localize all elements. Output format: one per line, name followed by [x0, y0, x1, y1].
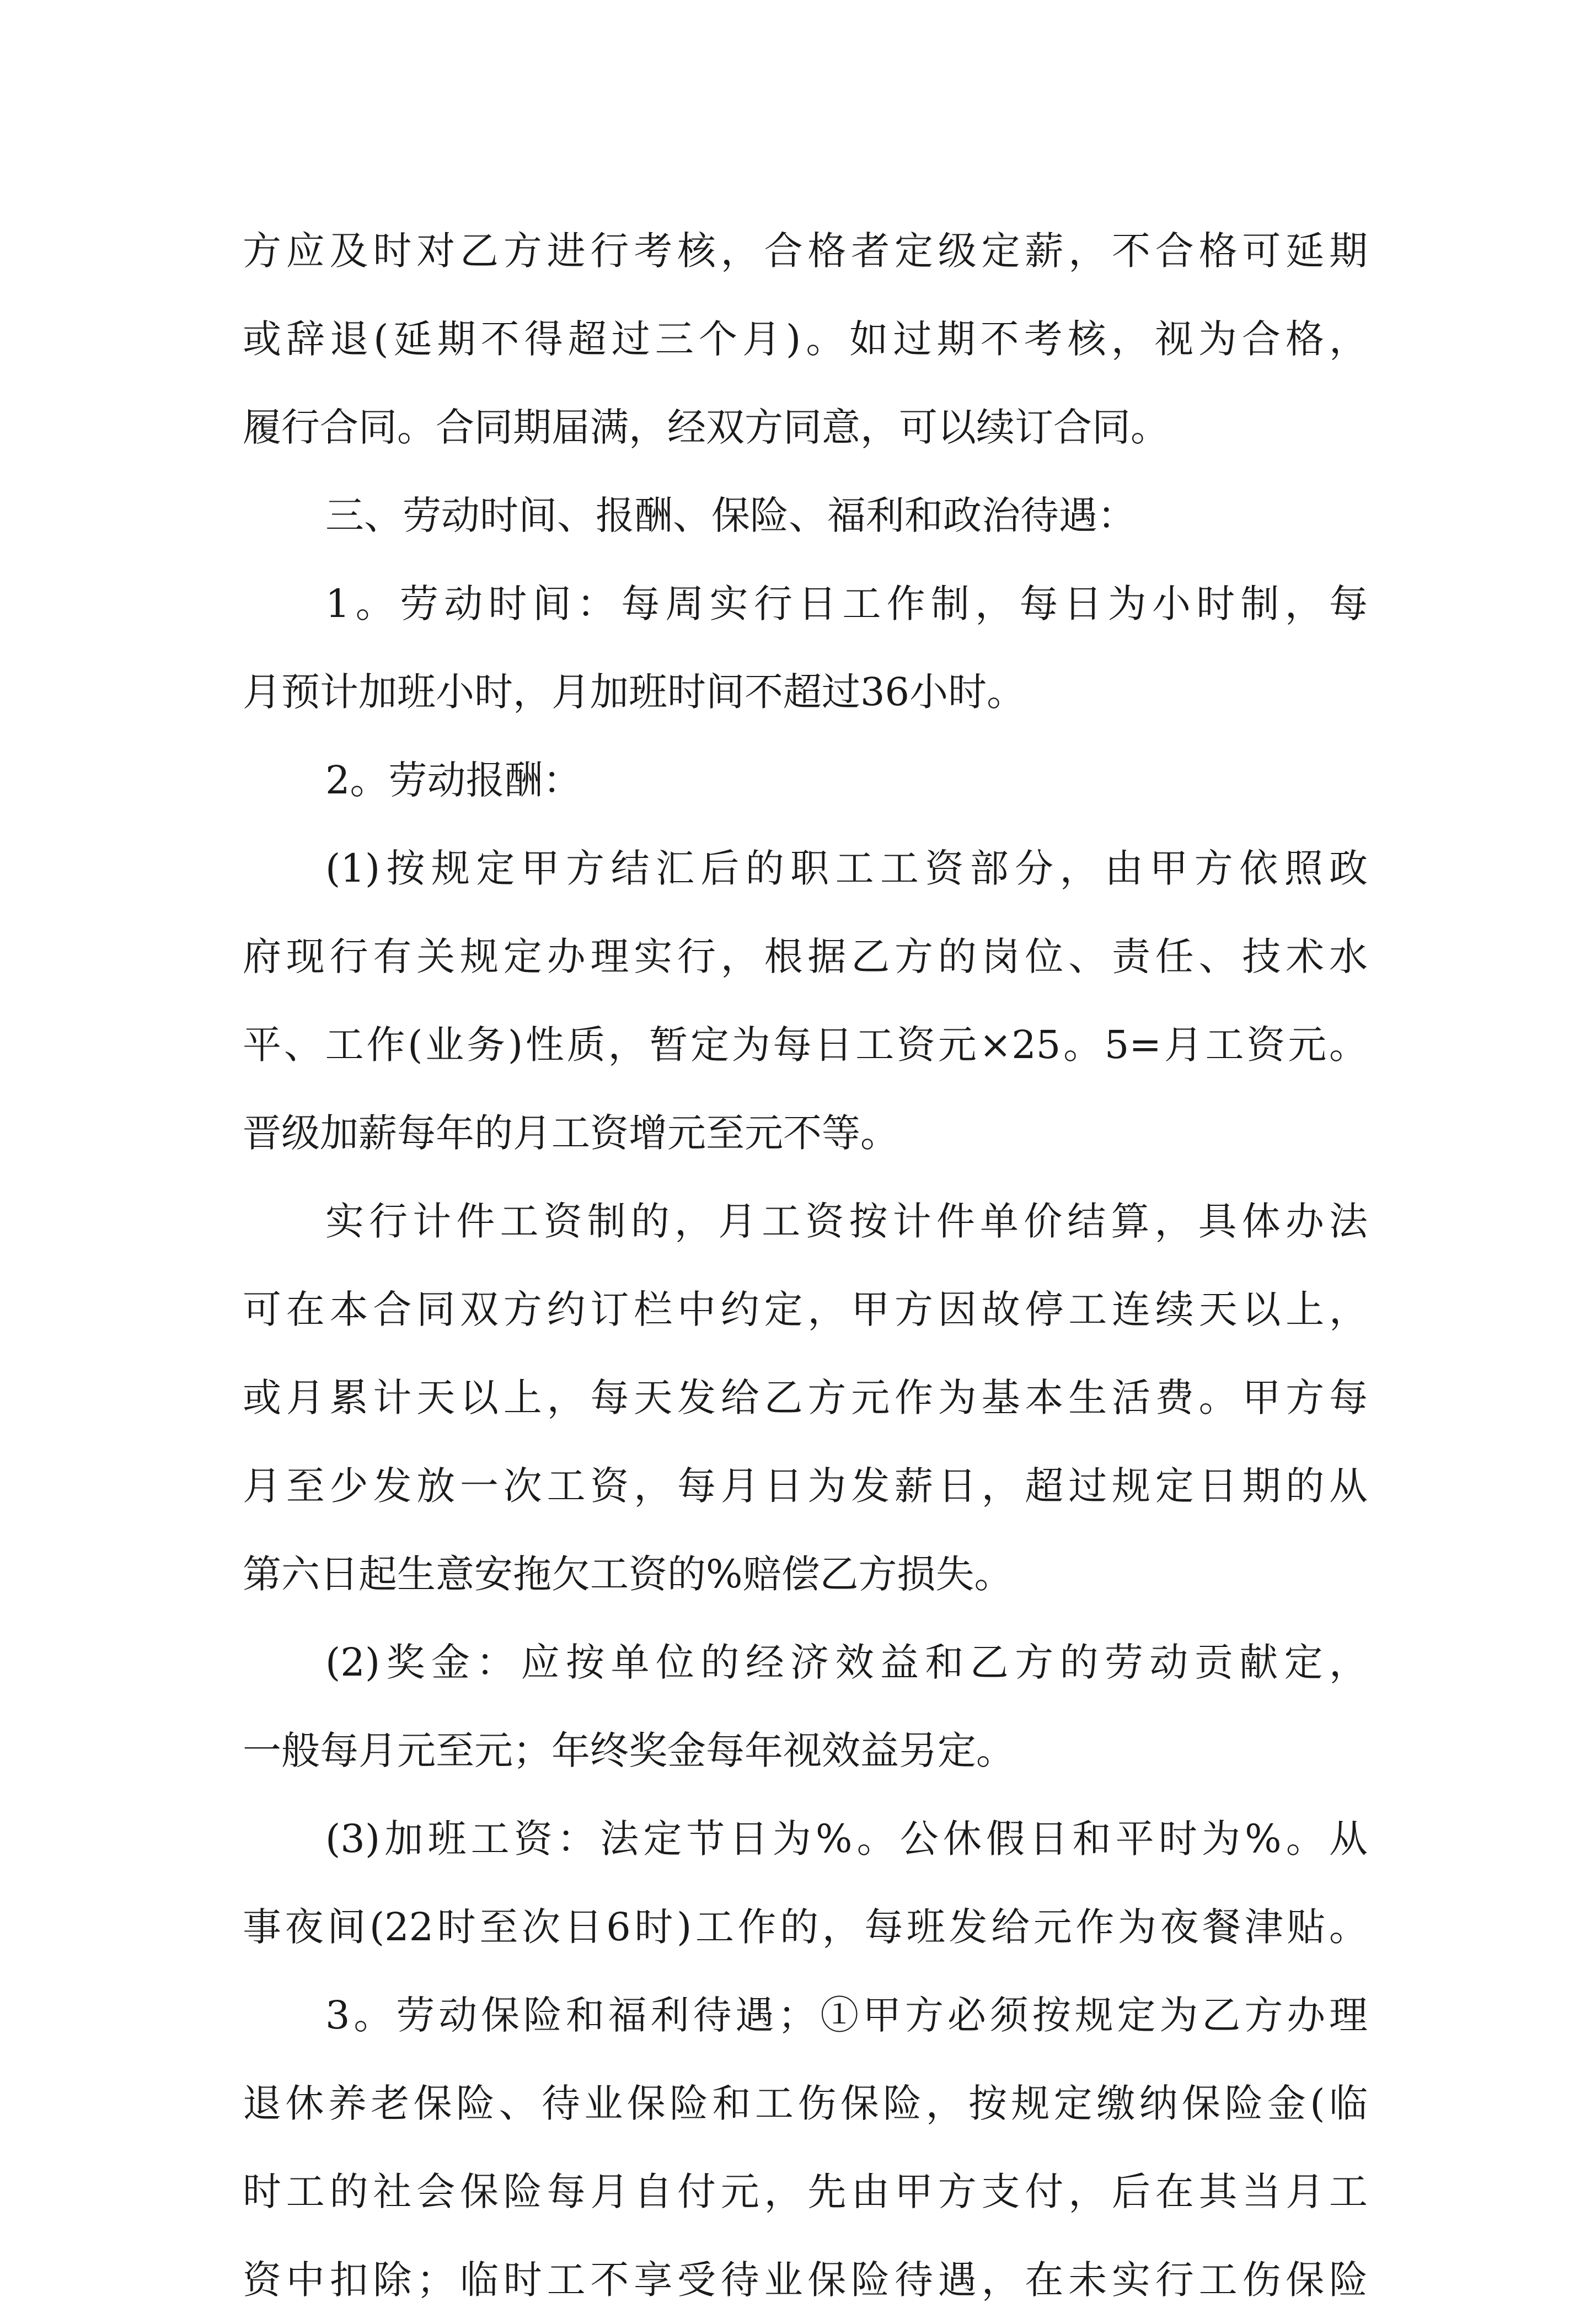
text-line: (2)奖金：应按单位的经济效益和乙方的劳动贡献定，	[325, 1640, 1368, 1685]
text-line: 方应及时对乙方进行考核，合格者定级定薪，不合格可延期	[243, 228, 1368, 273]
text-line: (1)按规定甲方结汇后的职工工资部分，由甲方依照政	[325, 846, 1368, 891]
text-line: 1。劳动时间：每周实行日工作制，每日为小时制，每	[325, 581, 1368, 626]
text-line: 退休养老保险、待业保险和工伤保险，按规定缴纳保险金(临	[243, 2081, 1368, 2126]
text-line: 一般每月元至元；年终奖金每年视效益另定。	[243, 1728, 1015, 1773]
document-body	[243, 207, 1368, 2324]
text-line: 府现行有关规定办理实行，根据乙方的岗位、责任、技术水	[243, 934, 1368, 979]
text-line: 事夜间(22时至次日6时)工作的，每班发给元作为夜餐津贴。	[243, 1904, 1368, 1950]
text-line: 资中扣除；临时工不享受待业保险待遇，在未实行工伤保险	[243, 2257, 1368, 2302]
text-line: 可在本合同双方约订栏中约定，甲方因故停工连续天以上，	[243, 1287, 1368, 1332]
text-line: 月至少发放一次工资，每月日为发薪日，超过规定日期的从	[243, 1463, 1368, 1509]
text-line: 实行计件工资制的，月工资按计件单价结算，具体办法	[325, 1199, 1368, 1244]
text-line: 3。劳动保险和福利待遇；①甲方必须按规定为乙方办理	[325, 1993, 1368, 2038]
text-line: (3)加班工资：法定节日为%。公休假日和平时为%。从	[325, 1816, 1368, 1861]
section-heading: 三、劳动时间、报酬、保险、福利和政治待遇：	[325, 493, 1136, 538]
text-line: 平、工作(业务)性质，暂定为每日工资元×25。5=月工资元。	[243, 1022, 1368, 1067]
subsection-heading: 2。劳动报酬：	[325, 758, 582, 803]
text-line: 时工的社会保险每月自付元，先由甲方支付，后在其当月工	[243, 2169, 1368, 2214]
text-line: 履行合同。合同期届满，经双方同意，可以续订合同。	[243, 405, 1169, 450]
text-line: 晋级加薪每年的月工资增元至元不等。	[243, 1110, 899, 1156]
text-line: 或辞退(延期不得超过三个月)。如过期不考核，视为合格，	[243, 316, 1368, 362]
text-line: 月预计加班小时，月加班时间不超过36小时。	[243, 669, 1026, 715]
text-line: 第六日起生意安拖欠工资的%赔偿乙方损失。	[243, 1552, 1013, 1597]
text-line: 或月累计天以上，每天发给乙方元作为基本生活费。甲方每	[243, 1375, 1368, 1420]
